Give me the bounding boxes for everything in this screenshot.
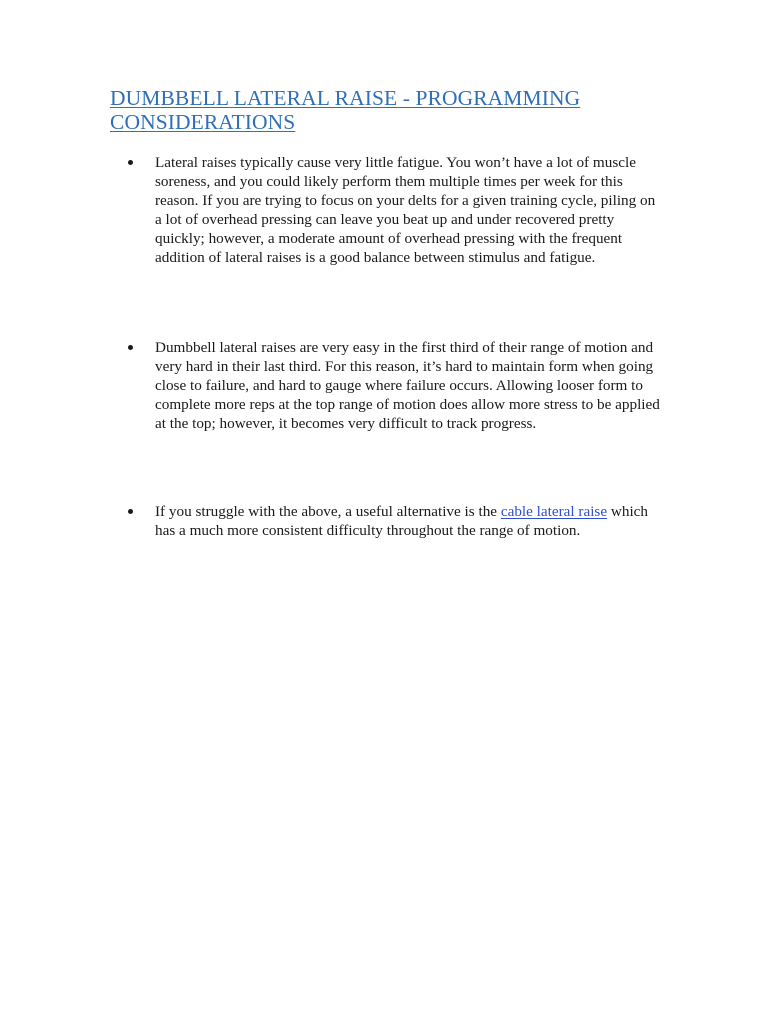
bullet-icon bbox=[128, 509, 133, 514]
bullet-text: Dumbbell lateral raises are very easy in the first third of their range of motion and very hard in their last third. For this reason, it’s hard to maintain form when going close to failure, and hard to gauge where failure occurs. Allowing looser form to complete more reps at the top range of motion does allow more stress to be applied at the top; however, it becomes very difficult to track progress. bbox=[155, 339, 660, 432]
document-heading: DUMBBELL LATERAL RAISE - PROGRAMMING CONSIDERATIONS bbox=[110, 86, 581, 134]
bullet-text: Lateral raises typically cause very little fatigue. You won’t have a lot of muscle soreness, and you could likely perform them multiple times per week for this reason. If you are trying to focus on your delts for a given training cycle, piling on a lot of overhead pressing can leave you beat up and under recovered pretty quickly; however, a moderate amount of overhead pressing with the frequent addition of lateral raises is a good balance between stimulus and fatigue. bbox=[155, 154, 656, 266]
bullet-icon bbox=[128, 160, 133, 165]
bullet-text-after-link: which has a much more consistent difficulty throughout the range of motion. bbox=[155, 503, 649, 539]
bullet-text bbox=[155, 502, 660, 540]
bullet-icon bbox=[128, 345, 133, 350]
bullet-text-before-link: If you struggle with the above, a useful alternative is the bbox=[155, 503, 501, 520]
cable-lateral-raise-link[interactable]: cable lateral raise bbox=[500, 503, 608, 520]
